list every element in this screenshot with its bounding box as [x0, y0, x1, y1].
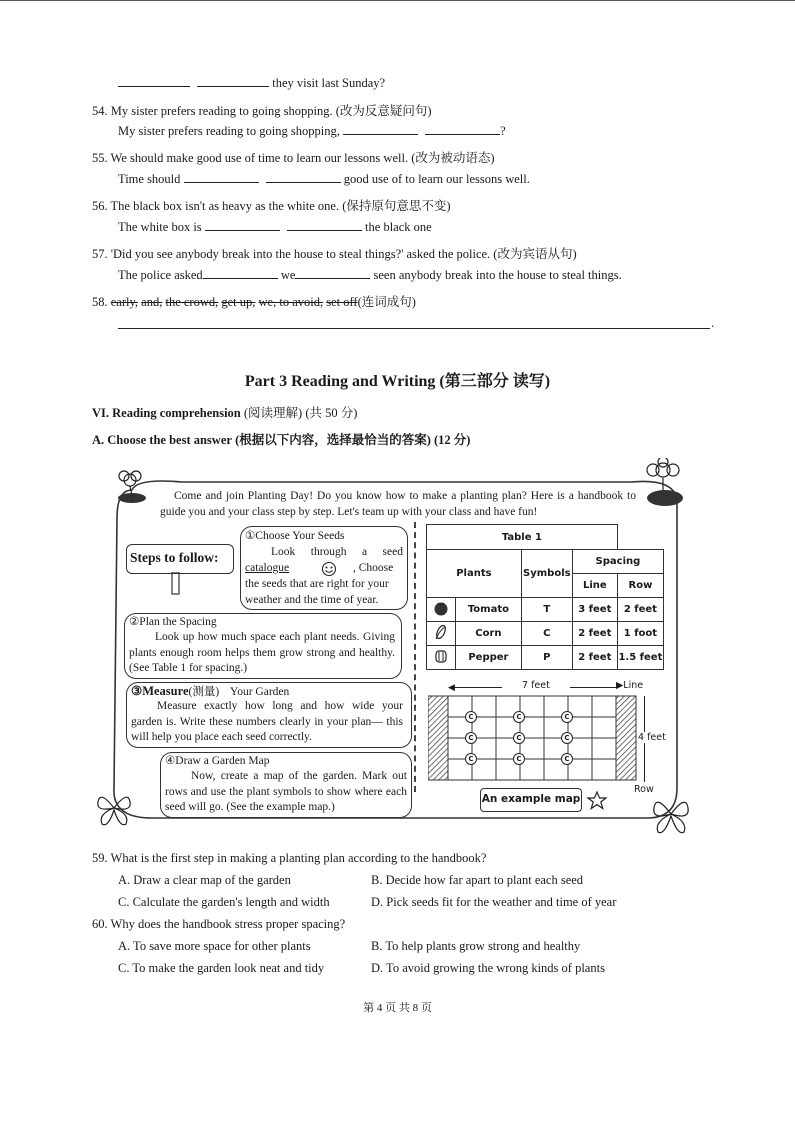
- q60-prompt: 60. Why does the handbook stress proper spacing?: [92, 917, 346, 931]
- table-cell-plant: Pepper: [456, 646, 522, 670]
- q58-prompt: [92, 292, 416, 310]
- step1-box: [240, 526, 408, 610]
- section6-title: VI. Reading comprehension: [92, 406, 241, 420]
- q59-option-c[interactable]: C. Calculate the garden's length and width: [118, 895, 330, 909]
- step1-title: ①Choose Your Seeds: [245, 530, 345, 542]
- handbook-intro: Come and join Planting Day! Do you know how to make a planting plan? Here is a handbook to guide you and your class step by step. Let's team up with your class and have fun!: [160, 490, 636, 518]
- star-icon: [586, 790, 608, 810]
- map-seed: C: [513, 753, 525, 765]
- vertical-divider: [414, 522, 416, 792]
- q60-option-c[interactable]: C. To make the garden look neat and tidy: [118, 961, 325, 975]
- step1-text-d: the seeds that are right for your weather and the time of year.: [245, 578, 389, 606]
- q58-word-6: set off: [326, 295, 358, 309]
- q57-prompt: 57. 'Did you see anybody break into the house to steal things?' asked the police. (改为宾语从句): [92, 247, 577, 261]
- step1-text-c: , Choose: [353, 562, 394, 574]
- map-seed: C: [561, 732, 573, 744]
- q59-option-b[interactable]: B. Decide how far apart to plant each seed: [371, 873, 584, 887]
- section6-heading: [92, 403, 357, 421]
- table-header-plants: Plants: [427, 550, 522, 598]
- steps-label-box: [126, 544, 234, 574]
- map-seed: C: [513, 732, 525, 744]
- q54-answer-start: My sister prefers reading to going shopping,: [118, 124, 340, 138]
- table-cell-line: 2 feet: [572, 622, 617, 646]
- q55-answer-start: Time should: [118, 172, 181, 186]
- q57-blank-2[interactable]: [295, 268, 370, 279]
- q53-tail: they visit last Sunday?: [272, 76, 386, 90]
- q56-prompt: 56. The black box isn't as heavy as the white one. (保持原句意思不变): [92, 199, 451, 213]
- q58-answer-line[interactable]: [118, 328, 710, 329]
- map-row-label: Row: [634, 784, 654, 795]
- q56-answer-end: the black one: [365, 220, 432, 234]
- table-header-line: Line: [572, 574, 617, 598]
- q58-word-2: and,: [141, 295, 163, 309]
- table-header-row: Row: [617, 574, 663, 598]
- part3-title: Part 3 Reading and Writing (第三部分 读写): [244, 373, 551, 390]
- q56-blank-2[interactable]: [287, 220, 362, 231]
- map-caption: An example map: [481, 793, 581, 805]
- flower-right-icon: [637, 458, 693, 510]
- step3-title-cn: (测量): [188, 686, 220, 698]
- q59-option-a[interactable]: A. Draw a clear map of the garden: [118, 873, 291, 887]
- map-seed: C: [561, 711, 573, 723]
- sectionA-heading: [92, 430, 470, 448]
- q53-blank-2[interactable]: [197, 76, 269, 87]
- q54-prompt: 54. My sister prefers reading to going shopping. (改为反意疑问句): [92, 104, 432, 118]
- map-height-label: 4 feet: [638, 732, 666, 743]
- q58-word-1: early,: [110, 295, 139, 309]
- table-cell-symbol: P: [521, 646, 572, 670]
- table-row: [427, 622, 664, 646]
- table-row: [427, 646, 664, 670]
- table-cell-plant: Corn: [456, 622, 522, 646]
- table-cell-symbol: C: [521, 622, 572, 646]
- q56-blank-1[interactable]: [205, 220, 280, 231]
- step3-box: [126, 682, 412, 748]
- signpost-icon: [170, 572, 182, 596]
- q58-word-5: we, to avoid,: [258, 295, 324, 309]
- q60-option-d[interactable]: D. To avoid growing the wrong kinds of plants: [371, 961, 605, 975]
- map-caption-box: [480, 788, 582, 812]
- page-top-edge: [0, 0, 795, 1]
- table-header-symbols: Symbols: [521, 550, 572, 598]
- step2-title: ②Plan the Spacing: [129, 616, 217, 628]
- butterfly-left-icon: [94, 788, 134, 828]
- q55-answer: [118, 172, 530, 187]
- q53-line: [118, 76, 385, 91]
- q55-blank-2[interactable]: [266, 172, 341, 183]
- q60-option-b[interactable]: B. To help plants grow strong and healthy: [371, 939, 581, 953]
- q56-answer: [118, 220, 432, 235]
- step1-text-b: catalogue: [245, 562, 290, 574]
- table-cell-plant: Tomato: [456, 598, 522, 622]
- step1-text-a: Look through a seed: [271, 546, 403, 558]
- q55-blank-1[interactable]: [184, 172, 259, 183]
- map-width-arrow-head-left: ◀: [448, 682, 455, 692]
- map-grid: [428, 694, 638, 784]
- q55-answer-end: good use of to learn our lessons well.: [343, 172, 530, 186]
- q53-blank-1[interactable]: [118, 76, 190, 87]
- map-line-label: ▶Line: [616, 680, 644, 691]
- q58-note: (连词成句): [357, 295, 416, 309]
- map-seed: C: [465, 732, 477, 744]
- sectionA-title: A. Choose the best answer: [92, 433, 232, 447]
- garden-map: [428, 680, 668, 820]
- map-width-label: 7 feet: [522, 680, 550, 691]
- tomato-icon: [427, 598, 456, 622]
- table-cell-row: 2 feet: [617, 598, 663, 622]
- map-width-arrow-right: [570, 687, 616, 688]
- table-row: [427, 598, 664, 622]
- q56-answer-start: The white box is: [118, 220, 202, 234]
- map-seed: C: [513, 711, 525, 723]
- table-cell-row: 1 foot: [617, 622, 663, 646]
- q57-answer-start: The police asked: [118, 268, 203, 282]
- q54-blank-2[interactable]: [425, 124, 500, 135]
- step2-box: [124, 613, 402, 679]
- handbook-panel: [92, 458, 694, 840]
- step2-text: Look up how much space each plant needs. Giving plants enough room helps them grow strong and healthy. (See Table 1 for spacing.): [129, 631, 395, 674]
- step3-title-end: Your Garden: [230, 686, 290, 698]
- section6-cn: (阅读理解) (共 50 分): [243, 406, 358, 420]
- table-title: Table 1: [427, 525, 618, 550]
- table-header-spacing: Spacing: [572, 550, 663, 574]
- map-width-arrow: [452, 687, 502, 688]
- q58-end: .: [711, 316, 715, 330]
- step3-text: Measure exactly how long and how wide your garden is. Write these numbers clearly in your plan— this will help you place each seed correctly.: [131, 700, 403, 743]
- q57-mid: we: [280, 268, 296, 282]
- q58-num: 58.: [92, 295, 108, 309]
- sectionA-cn: (根据以下内容，选择最恰当的答案) (12 分): [235, 433, 471, 447]
- map-seed: C: [465, 711, 477, 723]
- q59-prompt: 59. What is the first step in making a planting plan according to the handbook?: [92, 851, 487, 865]
- q54-answer: [118, 124, 506, 139]
- step4-title: ④Draw a Garden Map: [165, 755, 270, 767]
- q60-option-a[interactable]: A. To save more space for other plants: [118, 939, 311, 953]
- smiley-icon: [321, 561, 337, 577]
- step4-box: [160, 752, 412, 818]
- q57-blank-1[interactable]: [203, 268, 278, 279]
- table-cell-line: 3 feet: [572, 598, 617, 622]
- map-seed: C: [465, 753, 477, 765]
- q59-option-d[interactable]: D. Pick seeds fit for the weather and time of year: [371, 895, 617, 909]
- step3-title: ③Measure: [131, 684, 189, 698]
- table-cell-row: 1.5 feet: [617, 646, 663, 670]
- q57-answer-end: seen anybody break into the house to steal things.: [373, 268, 622, 282]
- q58-word-4: get up,: [221, 295, 256, 309]
- flower-left-icon: [110, 466, 160, 506]
- steps-label: Steps to follow:: [130, 550, 219, 565]
- spacing-table: [426, 524, 664, 670]
- q54-blank-1[interactable]: [343, 124, 418, 135]
- spacing-table-wrap: [426, 524, 664, 670]
- map-seed: C: [561, 753, 573, 765]
- q55-prompt: 55. We should make good use of time to learn our lessons well. (改为被动语态): [92, 151, 495, 165]
- page-footer: 第 4 页 共 8 页: [363, 1002, 432, 1014]
- q58-word-3: the crowd,: [165, 295, 219, 309]
- q54-end: ?: [500, 124, 506, 138]
- table-cell-line: 2 feet: [572, 646, 617, 670]
- step4-text: Now, create a map of the garden. Mark out rows and use the plant symbols to show where each seed will go. (See the example map.): [165, 770, 407, 813]
- pepper-icon: [427, 646, 456, 670]
- q57-answer: [118, 268, 622, 283]
- table-cell-symbol: T: [521, 598, 572, 622]
- corn-icon: [427, 622, 456, 646]
